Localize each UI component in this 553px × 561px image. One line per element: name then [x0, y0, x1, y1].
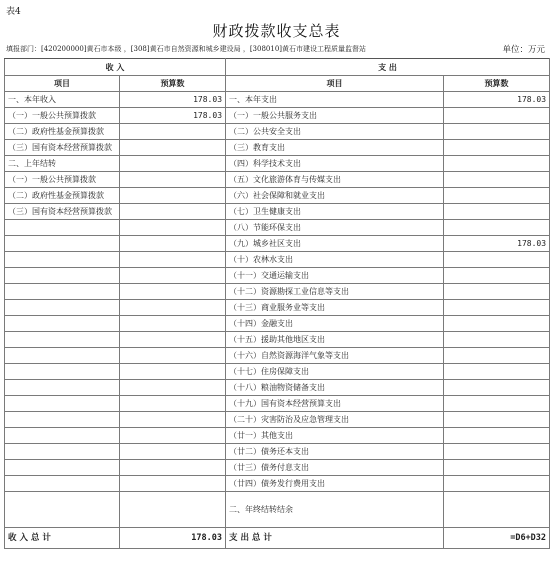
expense-item-cell: （廿一）其他支出 [226, 428, 444, 444]
income-budget-cell [120, 460, 226, 476]
table-row [5, 380, 550, 396]
expense-budget-cell [444, 204, 550, 220]
expense-budget-cell: 178.03 [444, 92, 550, 108]
expense-total-value: =D6+D32 [444, 528, 550, 549]
income-item-cell [5, 236, 120, 252]
income-item-cell [5, 476, 120, 492]
income-budget-cell [120, 140, 226, 156]
income-item-cell: （三）国有资本经营预算拨款 [5, 204, 120, 220]
expense-item-cell: （十二）资源勘探工业信息等支出 [226, 284, 444, 300]
expense-item-cell: （廿四）债务发行费用支出 [226, 476, 444, 492]
expense-budget-cell [444, 124, 550, 140]
total-row [5, 528, 550, 549]
income-budget-cell [120, 380, 226, 396]
expense-budget-cell [444, 220, 550, 236]
table-number-tag: 表4 [6, 7, 21, 17]
expense-item-cell: 一、本年支出 [226, 92, 444, 108]
expense-item-cell: （十三）商业服务业等支出 [226, 300, 444, 316]
expense-item-cell: （廿三）债务付息支出 [226, 460, 444, 476]
income-item-cell: （三）国有资本经营预算拨款 [5, 140, 120, 156]
currency-unit: 单位：万元 [502, 45, 545, 55]
expense-budget-cell [444, 364, 550, 380]
income-budget-header: 预算数 [120, 76, 226, 92]
income-item-cell [5, 380, 120, 396]
page-title: 财政拨款收支总表 [212, 22, 341, 40]
income-item-cell: （一）一般公共预算拨款 [5, 172, 120, 188]
income-budget-cell [120, 300, 226, 316]
income-item-cell [5, 444, 120, 460]
income-budget-cell: 178.03 [120, 108, 226, 124]
income-item-cell [5, 460, 120, 476]
table-row [5, 220, 550, 236]
expense-budget-cell [444, 108, 550, 124]
income-item-cell: （二）政府性基金预算拨款 [5, 124, 120, 140]
expense-total-label: 支 出 总 计 [226, 528, 444, 549]
table-row [5, 396, 550, 412]
income-item-cell [5, 252, 120, 268]
expense-budget-cell [444, 268, 550, 284]
income-item-cell [5, 284, 120, 300]
expense-item-cell: （二十）灾害防治及应急管理支出 [226, 412, 444, 428]
table-row [5, 156, 550, 172]
income-budget-cell [120, 364, 226, 380]
income-budget-cell [120, 220, 226, 236]
table-body [5, 59, 550, 549]
income-section-header: 收 入 [5, 59, 226, 76]
income-budget-cell [120, 492, 226, 528]
income-item-cell [5, 220, 120, 236]
table-row [5, 188, 550, 204]
table-row [5, 172, 550, 188]
table-row [5, 124, 550, 140]
table-row [5, 140, 550, 156]
expense-item-cell: （十八）粮油物资储备支出 [226, 380, 444, 396]
table-row [5, 332, 550, 348]
expense-budget-cell [444, 252, 550, 268]
table-row [5, 476, 550, 492]
table-row [5, 460, 550, 476]
expense-budget-cell [444, 156, 550, 172]
expense-item-cell: （十五）援助其他地区支出 [226, 332, 444, 348]
income-item-cell: 二、上年结转 [5, 156, 120, 172]
table-row [5, 364, 550, 380]
expense-budget-cell [444, 316, 550, 332]
table-row [5, 316, 550, 332]
table-row [5, 236, 550, 252]
table-row [5, 300, 550, 316]
expense-budget-cell [444, 140, 550, 156]
income-item-cell [5, 492, 120, 528]
income-budget-cell [120, 268, 226, 284]
expense-item-cell: （八）节能环保支出 [226, 220, 444, 236]
income-budget-cell [120, 316, 226, 332]
expense-item-cell: （十七）住房保障支出 [226, 364, 444, 380]
table-row [5, 348, 550, 364]
expense-item-header: 项目 [226, 76, 444, 92]
income-item-cell [5, 396, 120, 412]
expense-budget-cell [444, 476, 550, 492]
filing-unit: 填报部门：[420200000]黄石市本级 ，[308]黄石市自然资源和城乡建设局 ，[308010]黄石市建设工程质量监督站 [6, 45, 366, 53]
income-budget-cell [120, 428, 226, 444]
income-budget-cell [120, 156, 226, 172]
expense-section-header: 支 出 [226, 59, 550, 76]
income-total-label: 收 入 总 计 [5, 528, 120, 549]
table-row [5, 428, 550, 444]
expense-budget-cell [444, 284, 550, 300]
expense-budget-cell [444, 428, 550, 444]
expense-item-cell: （六）社会保障和就业支出 [226, 188, 444, 204]
expense-item-cell: （五）文化旅游体育与传媒支出 [226, 172, 444, 188]
income-item-cell [5, 268, 120, 284]
expense-budget-cell: 178.03 [444, 236, 550, 252]
income-item-cell [5, 332, 120, 348]
table-row [5, 108, 550, 124]
income-item-cell [5, 428, 120, 444]
table-row [5, 92, 550, 108]
carryover-row [5, 492, 550, 528]
expense-budget-cell [444, 172, 550, 188]
expense-budget-header: 预算数 [444, 76, 550, 92]
income-item-cell [5, 300, 120, 316]
expense-item-cell: （四）科学技术支出 [226, 156, 444, 172]
expense-item-cell: （十一）交通运输支出 [226, 268, 444, 284]
expense-budget-cell [444, 380, 550, 396]
income-budget-cell: 178.03 [120, 92, 226, 108]
expense-item-cell: （十九）国有资本经营预算支出 [226, 396, 444, 412]
budget-table [4, 58, 550, 549]
income-item-cell: 一、本年收入 [5, 92, 120, 108]
income-item-cell [5, 364, 120, 380]
expense-item-cell: （十）农林水支出 [226, 252, 444, 268]
income-budget-cell [120, 124, 226, 140]
expense-item-cell: （七）卫生健康支出 [226, 204, 444, 220]
income-budget-cell [120, 476, 226, 492]
expense-budget-cell [444, 300, 550, 316]
income-budget-cell [120, 412, 226, 428]
income-total-value: 178.03 [120, 528, 226, 549]
income-budget-cell [120, 236, 226, 252]
table-row [5, 204, 550, 220]
column-header-row [5, 76, 550, 92]
income-budget-cell [120, 332, 226, 348]
section-header-row [5, 59, 550, 76]
income-budget-cell [120, 396, 226, 412]
expense-budget-cell [444, 492, 550, 528]
income-budget-cell [120, 348, 226, 364]
expense-item-cell: 二、年终结转结余 [226, 492, 444, 528]
table-row [5, 444, 550, 460]
table-row [5, 284, 550, 300]
expense-item-cell: （二）公共安全支出 [226, 124, 444, 140]
expense-budget-cell [444, 188, 550, 204]
table-row [5, 412, 550, 428]
income-item-cell [5, 412, 120, 428]
expense-budget-cell [444, 332, 550, 348]
income-budget-cell [120, 204, 226, 220]
expense-item-cell: （十四）金融支出 [226, 316, 444, 332]
expense-item-cell: （一）一般公共服务支出 [226, 108, 444, 124]
expense-item-cell: （九）城乡社区支出 [226, 236, 444, 252]
income-item-header: 项目 [5, 76, 120, 92]
income-item-cell [5, 348, 120, 364]
income-budget-cell [120, 172, 226, 188]
table-row [5, 252, 550, 268]
income-item-cell: （二）政府性基金预算拨款 [5, 188, 120, 204]
income-budget-cell [120, 252, 226, 268]
income-budget-cell [120, 188, 226, 204]
table-row [5, 268, 550, 284]
expense-budget-cell [444, 396, 550, 412]
expense-budget-cell [444, 444, 550, 460]
expense-budget-cell [444, 460, 550, 476]
income-budget-cell [120, 444, 226, 460]
income-item-cell: （一）一般公共预算拨款 [5, 108, 120, 124]
expense-budget-cell [444, 412, 550, 428]
expense-item-cell: （十六）自然资源海洋气象等支出 [226, 348, 444, 364]
income-item-cell [5, 316, 120, 332]
income-budget-cell [120, 284, 226, 300]
expense-item-cell: （廿二）债务还本支出 [226, 444, 444, 460]
expense-item-cell: （三）教育支出 [226, 140, 444, 156]
expense-budget-cell [444, 348, 550, 364]
